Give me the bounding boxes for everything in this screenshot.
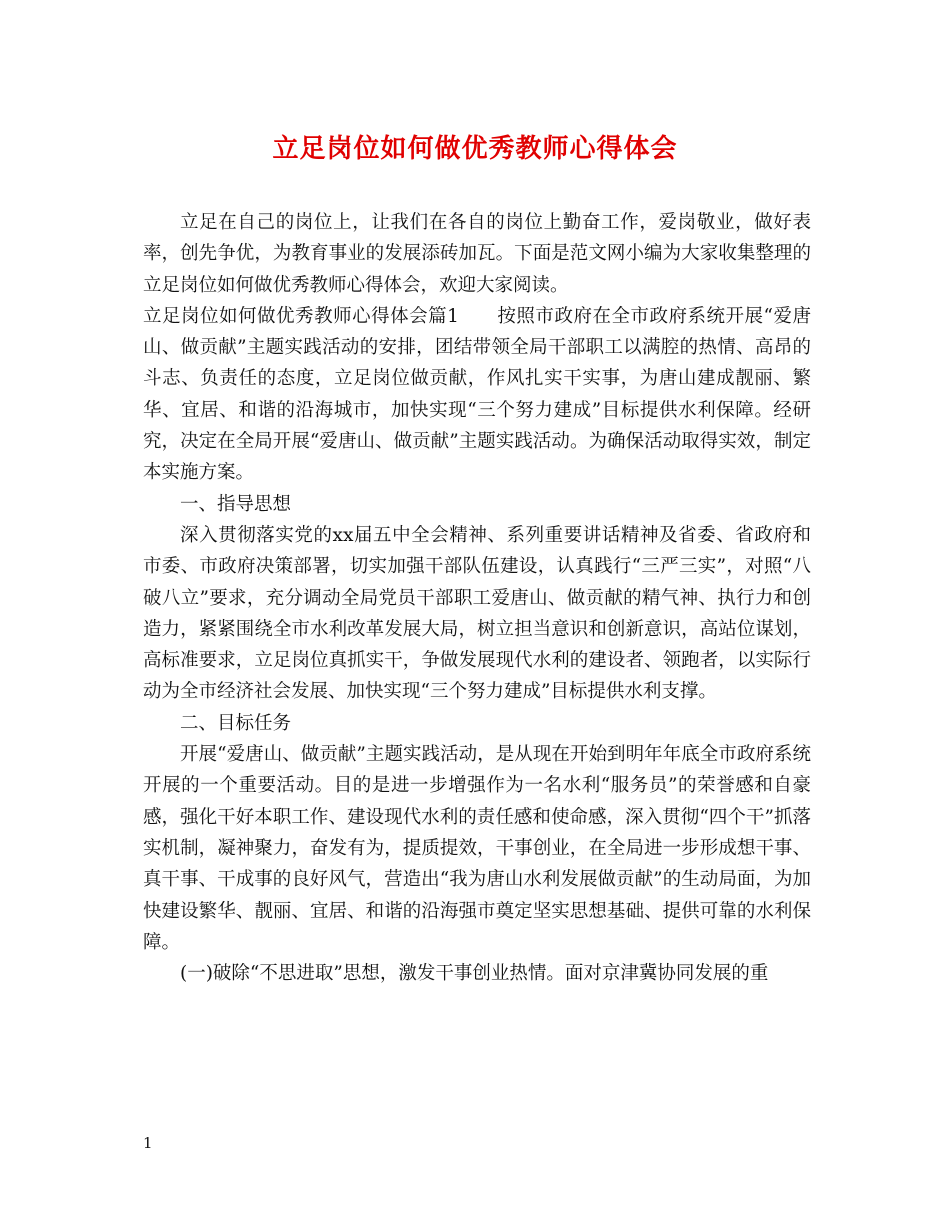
document-body [143, 207, 811, 989]
page-number: 1 [143, 1134, 153, 1152]
subsection-paragraph: (一)破除“不思进取”思想，激发干事创业热情。面对京津冀协同发展的重 [180, 963, 769, 985]
intro-paragraph: 立足在自己的岗位上，让我们在各自的岗位上勤奋工作，爱岗敬业，做好表率，创先争优，为教育事业的发展添砖加瓦。下面是范文网小编为大家收集整理的立足岗位如何做优秀教师心得体会，欢迎大家阅读。 [143, 212, 811, 296]
document-title: 立足岗位如何做优秀教师心得体会 [272, 134, 678, 164]
heading-goals-tasks: 二、目标任务 [180, 712, 292, 734]
section-paragraph: 立足岗位如何做优秀教师心得体会篇1 按照市政府在全市政府系统开展“爱唐山、做贡献”主题实践活动的安排，团结带领全局干部职工以满腔的热情、高昂的斗志、负责任的态度，立足岗位做贡献，作风扎实干实事，为唐山建成靓丽、繁华、宜居、和谐的沿海城市，加快实现“三个努力建成”目标提供水利保障。经研究，决定在全局开展“爱唐山、做贡献”主题实践活动。为确保活动取得实效，制定本实施方案。 [143, 305, 811, 484]
goals-tasks-paragraph: 开展“爱唐山、做贡献”主题实践活动，是从现在开始到明年年底全市政府系统开展的一个重要活动。目的是进一步增强作为一名水利“服务员”的荣誉感和自豪感，强化干好本职工作、建设现代水利的责任感和使命感，深入贯彻“四个干”抓落实机制，凝神聚力，奋发有为，提质提效，干事创业，在全局进一步形成想干事、真干事、干成事的良好风气，营造出“我为唐山水利发展做贡献”的生动局面，为加快建设繁华、靓丽、宜居、和谐的沿海强市奠定坚实思想基础、提供可靠的水利保障。 [143, 744, 811, 953]
heading-guiding-ideology: 一、指导思想 [180, 493, 292, 515]
guiding-ideology-paragraph: 深入贯彻落实党的xx届五中全会精神、系列重要讲话精神及省委、省政府和市委、市政府决策部署，切实加强干部队伍建设，认真践行“三严三实”，对照“八破八立”要求，充分调动全局党员干部职工爱唐山、做贡献的精气神、执行力和创造力，紧紧围绕全市水利改革发展大局，树立担当意识和创新意识，高站位谋划，高标准要求，立足岗位真抓实干，争做发展现代水利的建设者、领跑者，以实际行动为全市经济社会发展、加快实现“三个努力建成”目标提供水利支撑。 [143, 524, 811, 703]
